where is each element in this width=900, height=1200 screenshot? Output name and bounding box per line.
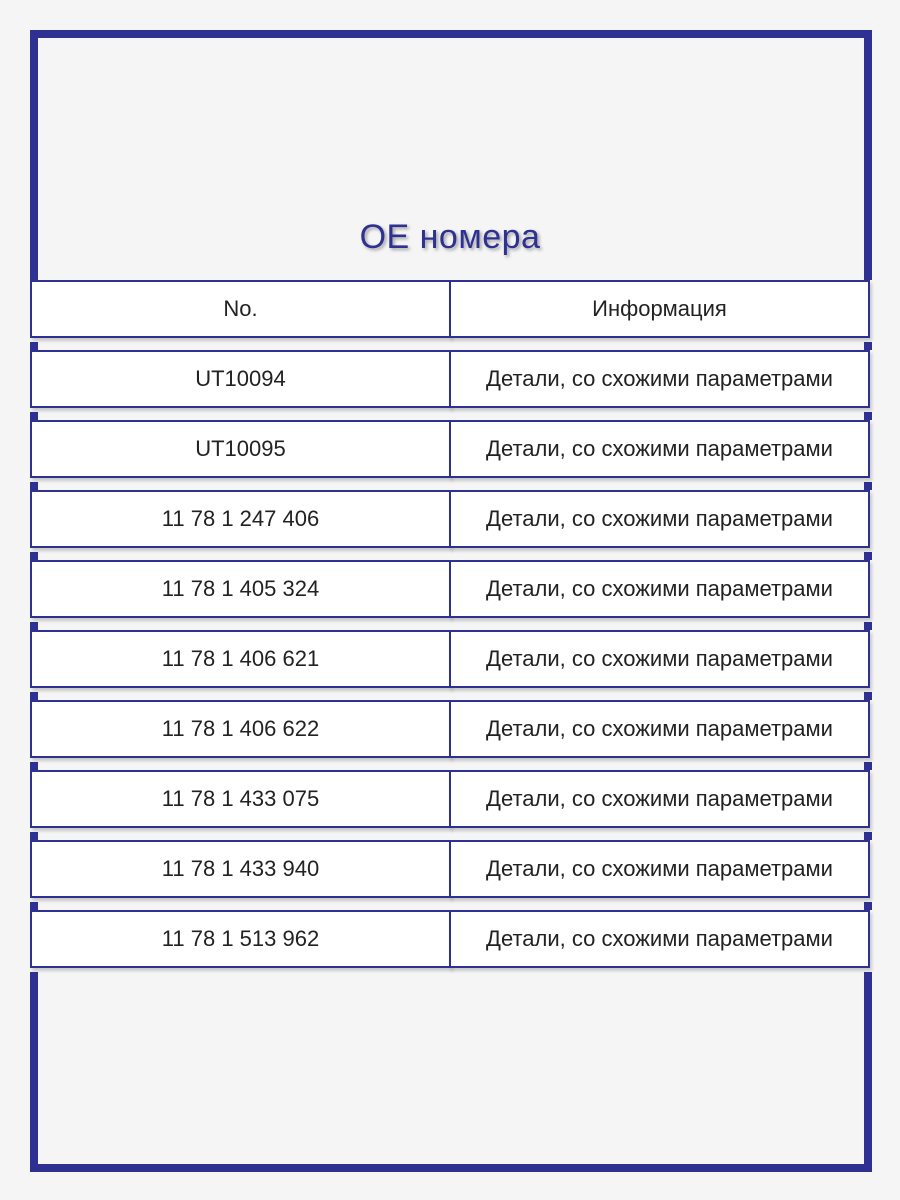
table-row (30, 910, 872, 972)
table-header-row (30, 280, 872, 342)
header-info: Информация (449, 280, 870, 338)
header-no: No. (30, 280, 451, 338)
table-row (30, 840, 872, 902)
info-cell: Детали, со схожими параметрами (449, 630, 870, 688)
info-cell: Детали, со схожими параметрами (449, 490, 870, 548)
page-title: OE номера (359, 218, 541, 256)
table-row (30, 350, 872, 412)
oe-number-cell: 11 78 1 433 075 (30, 770, 451, 828)
oe-number-cell: 11 78 1 247 406 (30, 490, 451, 548)
oe-number-cell: 11 78 1 405 324 (30, 560, 451, 618)
table-row (30, 420, 872, 482)
oe-number-cell: UT10095 (30, 420, 451, 478)
info-cell: Детали, со схожими параметрами (449, 840, 870, 898)
oe-number-cell: UT10094 (30, 350, 451, 408)
oe-number-cell: 11 78 1 513 962 (30, 910, 451, 968)
info-cell: Детали, со схожими параметрами (449, 770, 870, 828)
oe-number-cell: 11 78 1 406 621 (30, 630, 451, 688)
info-cell: Детали, со схожими параметрами (449, 910, 870, 968)
info-cell: Детали, со схожими параметрами (449, 420, 870, 478)
oe-number-cell: 11 78 1 406 622 (30, 700, 451, 758)
info-cell: Детали, со схожими параметрами (449, 700, 870, 758)
table-row (30, 630, 872, 692)
table-row (30, 560, 872, 622)
table-row (30, 490, 872, 552)
oe-number-cell: 11 78 1 433 940 (30, 840, 451, 898)
table-row (30, 700, 872, 762)
info-cell: Детали, со схожими параметрами (449, 350, 870, 408)
table-row (30, 770, 872, 832)
info-cell: Детали, со схожими параметрами (449, 560, 870, 618)
